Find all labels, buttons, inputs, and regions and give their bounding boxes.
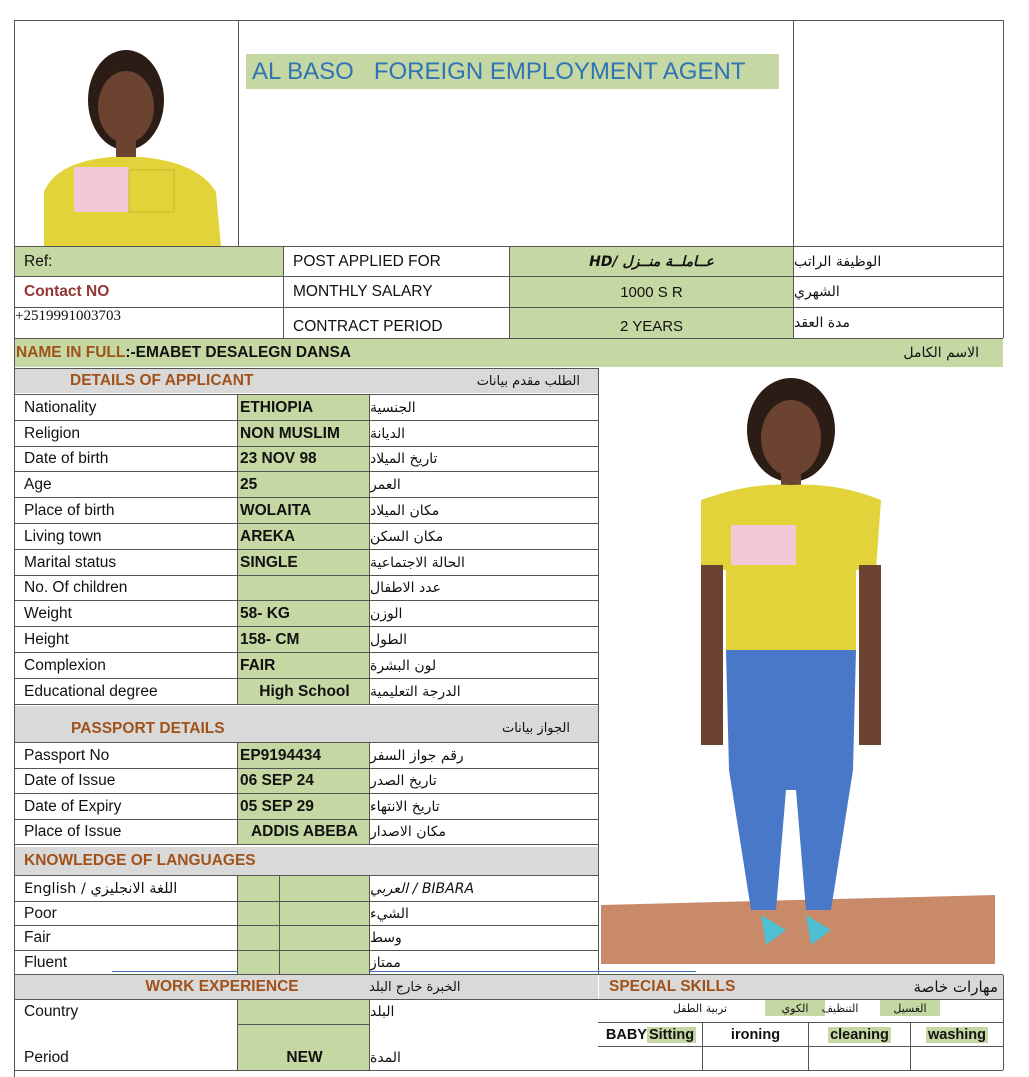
salary-ar: الشهري xyxy=(794,284,840,300)
detail-value: ETHIOPIA xyxy=(238,395,369,420)
name-ar: الاسم الكامل xyxy=(903,345,979,361)
name-label: NAME IN FULL xyxy=(16,344,126,361)
contract-ar: مدة العقد xyxy=(794,315,850,331)
contact-number: +2519991003703 xyxy=(15,308,121,324)
post-applied-ar: الوظيفة الراتب xyxy=(794,253,882,270)
contact-label: Contact NO xyxy=(24,283,110,300)
skill-label: washing xyxy=(927,1026,986,1043)
detail-ar: الجنسية xyxy=(370,399,416,416)
skill-label: ironing xyxy=(730,1026,781,1043)
detail-label: Educational degree xyxy=(24,682,158,700)
passport-label: Place of Issue xyxy=(24,823,122,840)
detail-value: 23 NOV 98 xyxy=(238,447,369,471)
skill-prefix: BABY xyxy=(605,1026,647,1043)
detail-label: Place of birth xyxy=(24,501,115,519)
language-english-label: English / اللغة الانجليزي xyxy=(24,880,178,897)
detail-ar: لون البشرة xyxy=(370,657,437,674)
applicant-section-ar: الطلب مقدم بيانات xyxy=(476,373,580,389)
detail-label: Height xyxy=(24,630,69,648)
skill-item xyxy=(600,1023,702,1046)
passport-label: Date of Issue xyxy=(24,772,116,789)
work-country-label: Country xyxy=(24,1003,79,1020)
passport-section-title: PASSPORT DETAILS xyxy=(15,706,598,742)
language-level-value xyxy=(238,902,369,925)
agency-title: AL BASO FOREIGN EMPLOYMENT AGENT xyxy=(246,54,779,89)
post-applied-label: POST APPLIED FOR xyxy=(293,252,441,270)
applicant-photo-small xyxy=(16,22,237,246)
skills-section-ar: مهارات خاصة xyxy=(913,978,998,996)
skill-ar-label: التنظيف xyxy=(821,1001,859,1015)
detail-value: 158- CM xyxy=(238,627,369,652)
language-level-value xyxy=(238,951,369,974)
detail-value: NON MUSLIM xyxy=(238,421,369,446)
language-level-ar: الشيء xyxy=(370,905,409,922)
detail-ar: العمر xyxy=(370,476,401,493)
detail-ar: تاريخ الميلاد xyxy=(370,451,438,467)
work-period-ar: المدة xyxy=(370,1050,401,1066)
passport-label: Passport No xyxy=(24,746,110,764)
detail-value: SINGLE xyxy=(238,550,369,575)
salary-value: 1000 S R xyxy=(510,277,793,307)
ref-label: Ref: xyxy=(15,247,283,276)
detail-ar: الوزن xyxy=(370,605,403,622)
skill-item xyxy=(809,1023,910,1046)
passport-ar: مكان الاصدار xyxy=(370,824,446,840)
salary-label: MONTHLY SALARY xyxy=(293,283,433,300)
skill-ar-label: الكوي xyxy=(765,1000,825,1016)
detail-ar: الحالة الاجتماعية xyxy=(370,554,465,571)
work-section-ar: الخبرة خارج البلد xyxy=(369,975,598,999)
skill-label: Sitting xyxy=(648,1026,695,1043)
contract-label: CONTRACT PERIOD xyxy=(293,318,443,335)
skills-section-title: SPECIAL SKILLS xyxy=(599,975,1003,999)
language-level-ar: وسط xyxy=(370,930,402,946)
skill-item xyxy=(911,1023,1003,1046)
detail-ar: الدرجة التعليمية xyxy=(370,683,461,700)
skill-label: cleaning xyxy=(830,1026,889,1043)
detail-value: WOLAITA xyxy=(238,498,369,523)
work-country-ar: البلد xyxy=(370,1004,395,1020)
work-section-title: WORK EXPERIENCE xyxy=(15,975,369,999)
languages-section-title: KNOWLEDGE OF LANGUAGES xyxy=(15,847,598,875)
language-level-label: Fluent xyxy=(24,953,68,971)
detail-value xyxy=(238,576,369,600)
skill-ar-label: تربية الطفل xyxy=(672,1001,728,1015)
detail-value: AREKA xyxy=(238,524,369,549)
detail-label: Living town xyxy=(24,527,102,545)
detail-value: High School xyxy=(238,679,369,704)
detail-label: Religion xyxy=(24,424,81,442)
passport-ar: تاريخ الصدر xyxy=(370,773,437,789)
detail-ar: مكان الميلاد xyxy=(370,502,440,519)
detail-ar: عدد الاطفال xyxy=(370,580,441,596)
language-arabic-label: BIBARA / العربي xyxy=(370,880,475,897)
work-period-value: NEW xyxy=(238,1046,369,1070)
passport-value: EP9194434 xyxy=(238,743,369,768)
language-level-label: Poor xyxy=(24,904,57,922)
passport-ar: رقم جواز السفر xyxy=(370,747,464,764)
detail-ar: الديانة xyxy=(370,425,406,442)
work-period-label: Period xyxy=(24,1049,69,1066)
detail-ar: الطول xyxy=(370,631,408,648)
detail-label: Marital status xyxy=(24,553,117,571)
detail-ar: مكان السكن xyxy=(370,528,444,545)
passport-ar: تاريخ الانتهاء xyxy=(370,798,440,815)
language-level-label: Fair xyxy=(24,929,51,946)
detail-label: Age xyxy=(24,475,52,493)
detail-label: No. Of children xyxy=(24,579,128,596)
post-applied-value: HD/ عــاملــة منــزل xyxy=(510,247,793,276)
detail-label: Date of birth xyxy=(24,450,109,467)
language-level-ar: ممتاز xyxy=(370,954,401,971)
name-value: :-EMABET DESALEGN DANSA xyxy=(125,344,351,361)
name-row xyxy=(15,339,1003,367)
contract-value: 2 YEARS xyxy=(510,308,793,338)
detail-label: Complexion xyxy=(24,656,106,674)
applicant-photo-full xyxy=(601,370,995,964)
passport-value: 06 SEP 24 xyxy=(238,769,369,793)
passport-section-ar: الجواز بيانات xyxy=(501,720,570,736)
passport-value: 05 SEP 29 xyxy=(238,794,369,819)
detail-value: 58- KG xyxy=(238,601,369,626)
language-level-value xyxy=(238,926,369,950)
passport-label: Date of Expiry xyxy=(24,797,122,815)
skill-ar-label: الغسيل xyxy=(880,1000,940,1016)
detail-value: 25 xyxy=(238,472,369,497)
passport-value: ADDIS ABEBA xyxy=(238,820,369,844)
detail-value: FAIR xyxy=(238,653,369,678)
detail-label: Weight xyxy=(24,604,72,622)
detail-label: Nationality xyxy=(24,398,97,416)
applicant-section-title: DETAILS OF APPLICANT xyxy=(15,369,598,393)
skill-item xyxy=(703,1023,808,1046)
